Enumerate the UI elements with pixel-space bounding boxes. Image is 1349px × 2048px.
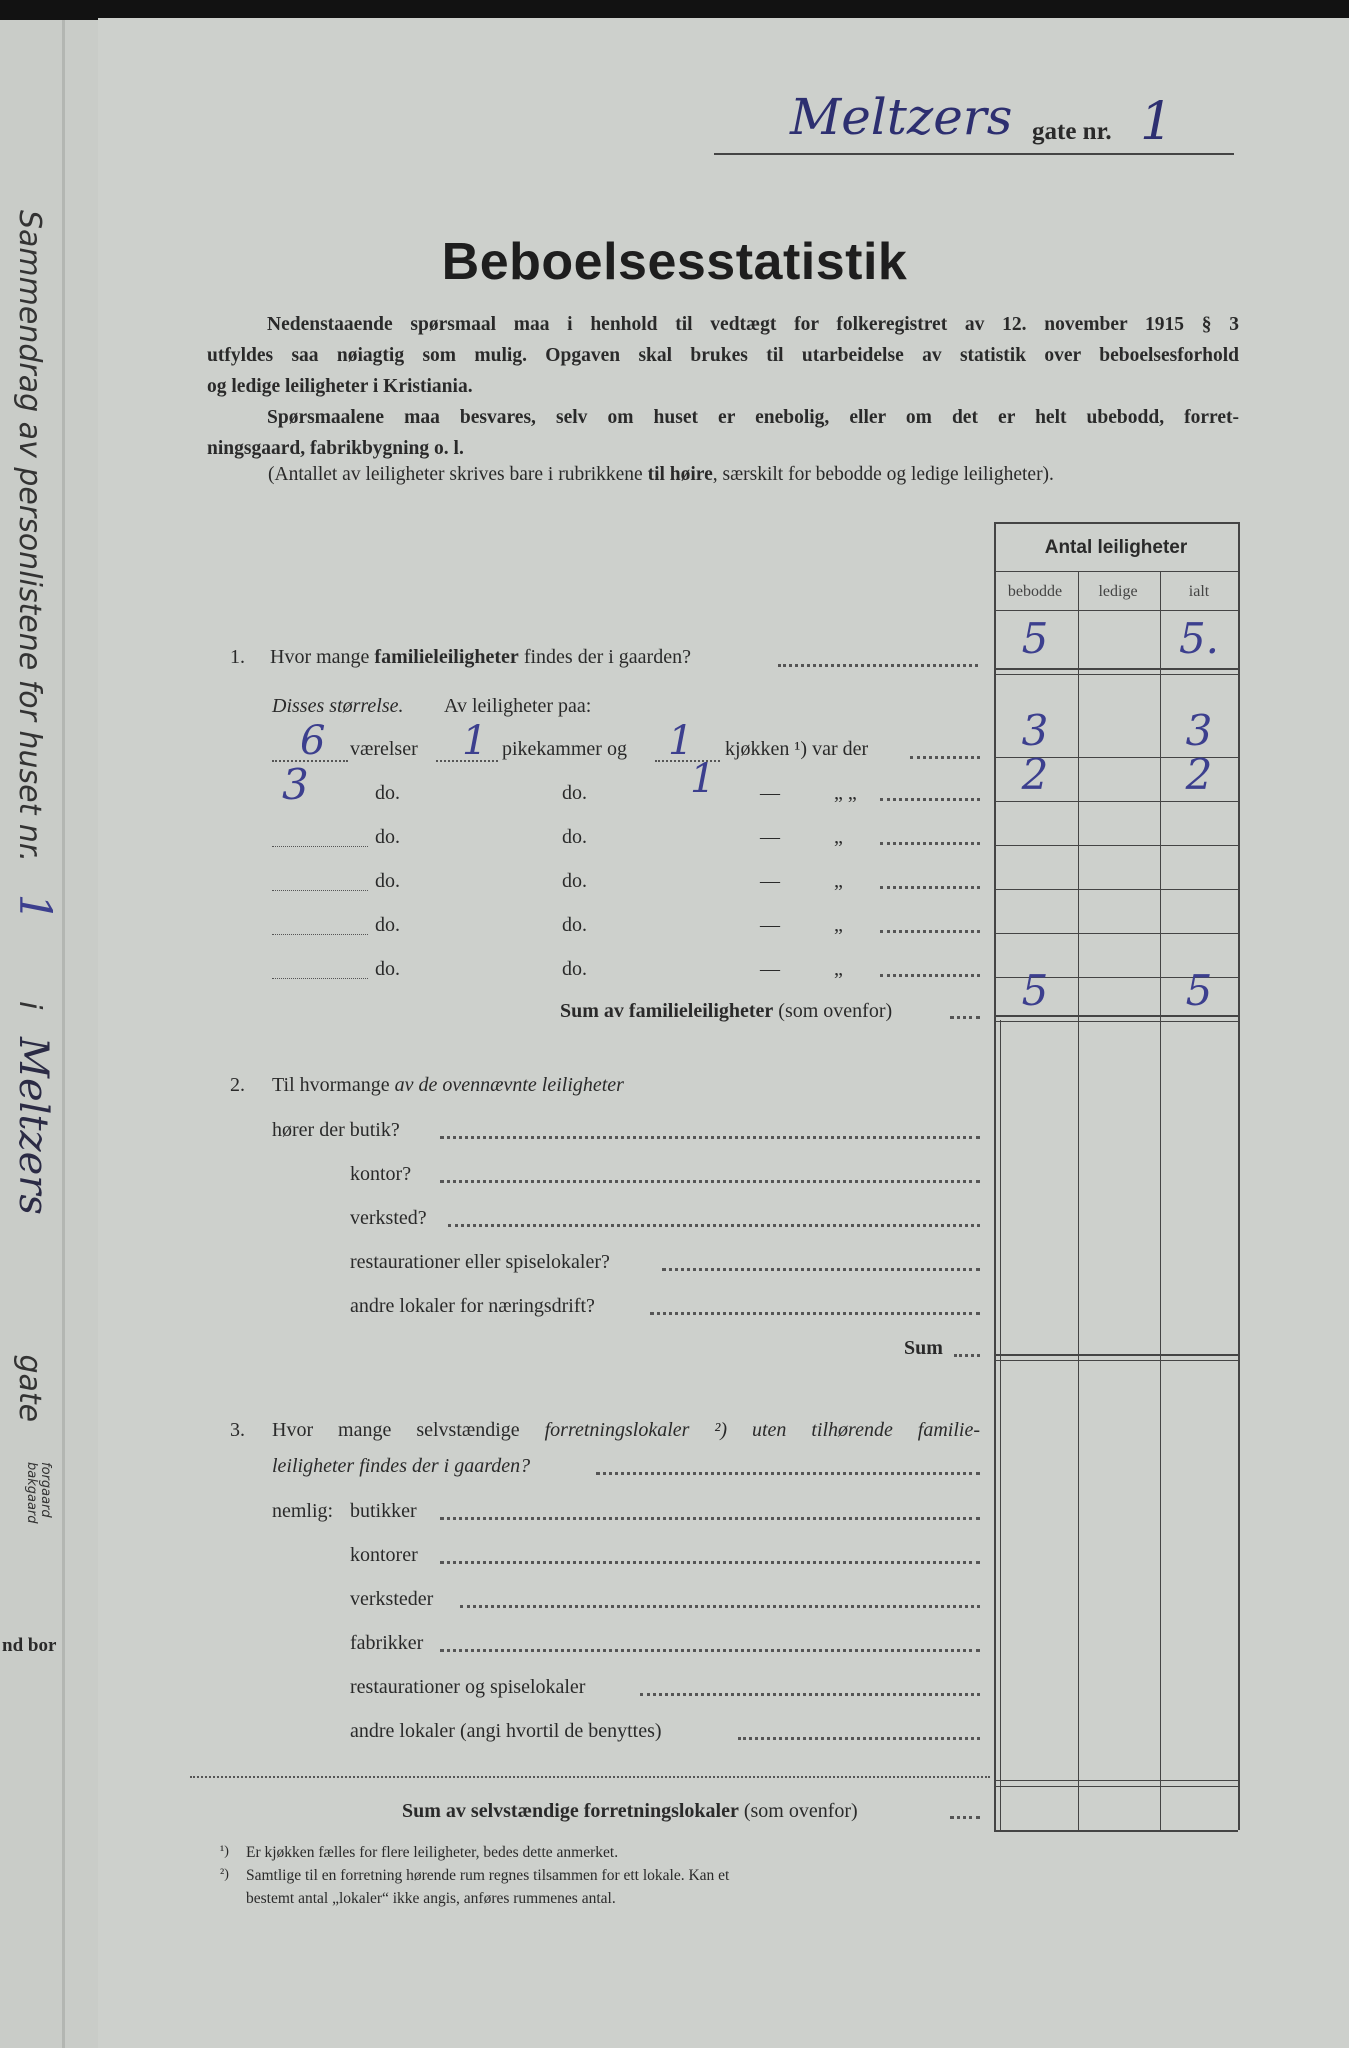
q3-item-fabrikker-dots — [440, 1649, 980, 1652]
row2-bebodde-value: 2 — [1021, 750, 1049, 799]
col-header-ledige: ledige — [1098, 583, 1138, 600]
row5-do-2: do. — [562, 914, 587, 936]
row6-quote: „ — [834, 958, 843, 980]
q2-sum-line — [994, 1354, 1238, 1356]
q1-row-line-double — [994, 674, 1238, 675]
q2-item-verksted-dots — [448, 1224, 980, 1227]
row4-do-1: do. — [375, 870, 400, 892]
row3-dots — [880, 842, 980, 845]
q3-nemlig: nemlig: — [272, 1500, 334, 1522]
q3-separator-line — [190, 1776, 990, 1778]
q2-item-restaurationer-dots — [662, 1268, 980, 1271]
row1-bebodde-value: 3 — [1021, 706, 1049, 755]
row5-dots — [880, 930, 980, 933]
q1-dots — [778, 664, 978, 667]
row2-kitchen-value: 1 — [690, 756, 716, 802]
page-title: Beboelsesstatistik — [441, 233, 908, 291]
table-left-border — [994, 522, 996, 1830]
row2-do-1: do. — [375, 782, 400, 804]
col-header-line — [994, 610, 1238, 611]
q2-item-butik: hører der butik? — [272, 1119, 400, 1141]
q3-question-line2: leiligheter findes der i gaarden? — [272, 1455, 531, 1477]
q3-sum-label: Sum av selvstændige forretningslokaler (som ovenfor) — [402, 1800, 858, 1822]
table-right-border — [1238, 522, 1240, 1830]
sidebar-yard-labels: forgaard bakgaard — [24, 1462, 53, 1524]
q3-question-dots — [596, 1472, 980, 1475]
row6-dash: — — [760, 958, 780, 980]
q2-item-verksted: verksted? — [350, 1207, 427, 1229]
row5-quote: „ — [834, 914, 843, 936]
size-row-line-5 — [994, 933, 1238, 934]
size-row-line-4 — [994, 889, 1238, 890]
q3-item-butikker-dots — [440, 1517, 980, 1520]
q1-number: 1. — [230, 646, 245, 668]
row1-dots — [910, 756, 980, 759]
q3-item-verksteder-dots — [460, 1605, 980, 1608]
q2-item-andre-dots — [650, 1312, 980, 1315]
col-divider-1 — [1078, 571, 1079, 1830]
row1-ialt-value: 3 — [1185, 706, 1213, 755]
q3-item-andre-dots — [738, 1737, 980, 1740]
q2-item-kontor-dots — [440, 1180, 980, 1183]
row2-dash: — — [760, 782, 780, 804]
row3-quote: „ — [834, 826, 843, 848]
col-divider-2 — [1160, 571, 1161, 1830]
q2-item-butik-dots — [440, 1136, 980, 1139]
q1-sum-line — [994, 1015, 1238, 1017]
left-page-fold — [62, 20, 65, 2048]
q2-item-restaurationer: restaurationer eller spiselokaler? — [350, 1251, 610, 1273]
table-group-line — [994, 571, 1238, 572]
row1-maid-dots — [436, 760, 498, 762]
header-underline — [714, 153, 1234, 155]
q2-sum-dots — [954, 1354, 980, 1357]
q1-sum-label: Sum av familieleiligheter (som ovenfor) — [560, 1000, 893, 1022]
q3-number: 3. — [230, 1419, 245, 1441]
col-header-bebodde: bebodde — [1007, 583, 1063, 600]
footnote-2-mark: ²) — [220, 1867, 229, 1882]
q3-item-verksteder: verksteder — [350, 1588, 434, 1610]
q1-ialt-value: 5. — [1178, 614, 1220, 663]
row3-dash: — — [760, 826, 780, 848]
row6-dots — [880, 974, 980, 977]
q1-row-line — [994, 668, 1238, 670]
q1-sum-dots — [950, 1016, 980, 1019]
row5-dash: — — [760, 914, 780, 936]
gate-nr-label: gate nr. — [1032, 118, 1112, 145]
q3-item-andre: andre lokaler (angi hvortil de benyttes) — [350, 1720, 662, 1742]
q3-item-restaurationer-dots — [640, 1693, 980, 1696]
q2-item-andre: andre lokaler for næringsdrift? — [350, 1295, 595, 1317]
row6-rooms-dots — [272, 978, 368, 979]
row2-ialt-value: 2 — [1185, 750, 1213, 799]
q3-item-kontorer-dots — [440, 1561, 980, 1564]
sidebar-vertical-text: Sammendrag av personlistene for huset nr. 1 i Meltzers gate — [9, 210, 60, 1423]
row6-do-2: do. — [562, 958, 587, 980]
q2-question: Til hvormange av de ovennævnte leiligheter — [272, 1074, 624, 1096]
footnote-1: Er kjøkken fælles for flere leiligheter, bedes dette anmerket. — [246, 1844, 619, 1861]
row6-do-1: do. — [375, 958, 400, 980]
sizes-sublabel: Av leiligheter paa: — [444, 695, 592, 717]
q1-sum-ialt-value: 5 — [1185, 966, 1213, 1015]
row2-do-2: do. — [562, 782, 587, 804]
table-group-header: Antal leiligheter — [1044, 537, 1188, 558]
q3-sum-dots — [950, 1816, 980, 1819]
q2-number: 2. — [230, 1074, 245, 1096]
sizes-label: Disses størrelse. — [272, 695, 404, 717]
size-row-line-2 — [994, 801, 1238, 802]
size-row-line-3 — [994, 845, 1238, 846]
intro-paragraph-3: (Antallet av leiligheter skrives bare i rubrikkene til høire, særskilt for bebodde og ledige leiligheter). — [268, 464, 1054, 485]
col-header-ialt: ialt — [1188, 583, 1210, 600]
q3-sum-line-top — [994, 1780, 1238, 1781]
table-left-inner-border — [1000, 1020, 1001, 1830]
row5-rooms-dots — [272, 934, 368, 935]
row3-do-2: do. — [562, 826, 587, 848]
q1-bebodde-value: 5 — [1021, 614, 1049, 663]
row5-do-1: do. — [375, 914, 400, 936]
row3-do-1: do. — [375, 826, 400, 848]
sidebar-nd-bor: nd bor — [2, 1635, 57, 1656]
row4-dash: — — [760, 870, 780, 892]
row1-kitchen-value: 1 — [668, 718, 694, 764]
q3-item-restaurationer: restaurationer og spiselokaler — [350, 1676, 586, 1698]
q2-sum-line-double — [994, 1360, 1238, 1361]
row2-quote: „ „ — [834, 782, 857, 804]
q3-item-butikker: butikker — [350, 1500, 417, 1522]
row1-rooms-label: værelser — [350, 738, 418, 760]
q2-item-kontor: kontor? — [350, 1163, 412, 1185]
row4-do-2: do. — [562, 870, 587, 892]
street-handwritten: Meltzers — [790, 88, 1013, 146]
intro-paragraph-1: Nedenstaaende spørsmaal maa i henhold til vedtægt for folkeregistret av 12. november 1915 § 3 utfyldes saa nøiagtig som mulig. Opgaven skal brukes til utarbeidelse av statistik over beboelsesforhold og ledige leiligheter i Kristiania. — [207, 314, 1239, 397]
table-bottom-line — [994, 1830, 1238, 1832]
footnote-2-line2: bestemt antal „lokaler“ ikke angis, anføres rummenes antal. — [246, 1890, 616, 1907]
q3-item-kontorer: kontorer — [350, 1544, 418, 1566]
row4-rooms-dots — [272, 890, 368, 891]
q3-question-line1: Hvor mange selvstændige forretningslokaler ²) uten tilhørende familie- — [272, 1419, 980, 1441]
footnote-2-line1: Samtlige til en forretning hørende rum regnes tilsammen for ett lokale. Kan et — [246, 1867, 730, 1884]
row2-dots — [880, 798, 980, 801]
row1-rooms-value: 6 — [300, 718, 326, 764]
q2-sum-label: Sum — [904, 1337, 943, 1359]
q1-question: Hvor mange familieleiligheter findes der i gaarden? — [270, 646, 691, 668]
q3-sum-line-top-double — [994, 1786, 1238, 1787]
row1-kitchen-label: kjøkken ¹) var der — [725, 738, 869, 760]
q1-sum-line-double — [994, 1021, 1238, 1022]
gate-nr-handwritten: 1 — [1140, 92, 1174, 152]
row1-maid-value: 1 — [462, 718, 488, 764]
row4-dots — [880, 886, 980, 889]
row1-maid-label: pikekammer og — [502, 738, 627, 760]
footnote-1-mark: ¹) — [220, 1844, 229, 1859]
table-top-line — [994, 522, 1238, 524]
row3-rooms-dots — [272, 846, 368, 847]
q3-item-fabrikker: fabrikker — [350, 1632, 424, 1654]
row4-quote: „ — [834, 870, 843, 892]
q1-sum-bebodde-value: 5 — [1021, 966, 1049, 1015]
row2-rooms-value: 3 — [282, 760, 309, 809]
intro-paragraph-2: Spørsmaalene maa besvares, selv om huset er enebolig, eller om det er helt ubebodd, forret- ningsgaard, fabrikbygning o. l. — [207, 407, 1239, 459]
